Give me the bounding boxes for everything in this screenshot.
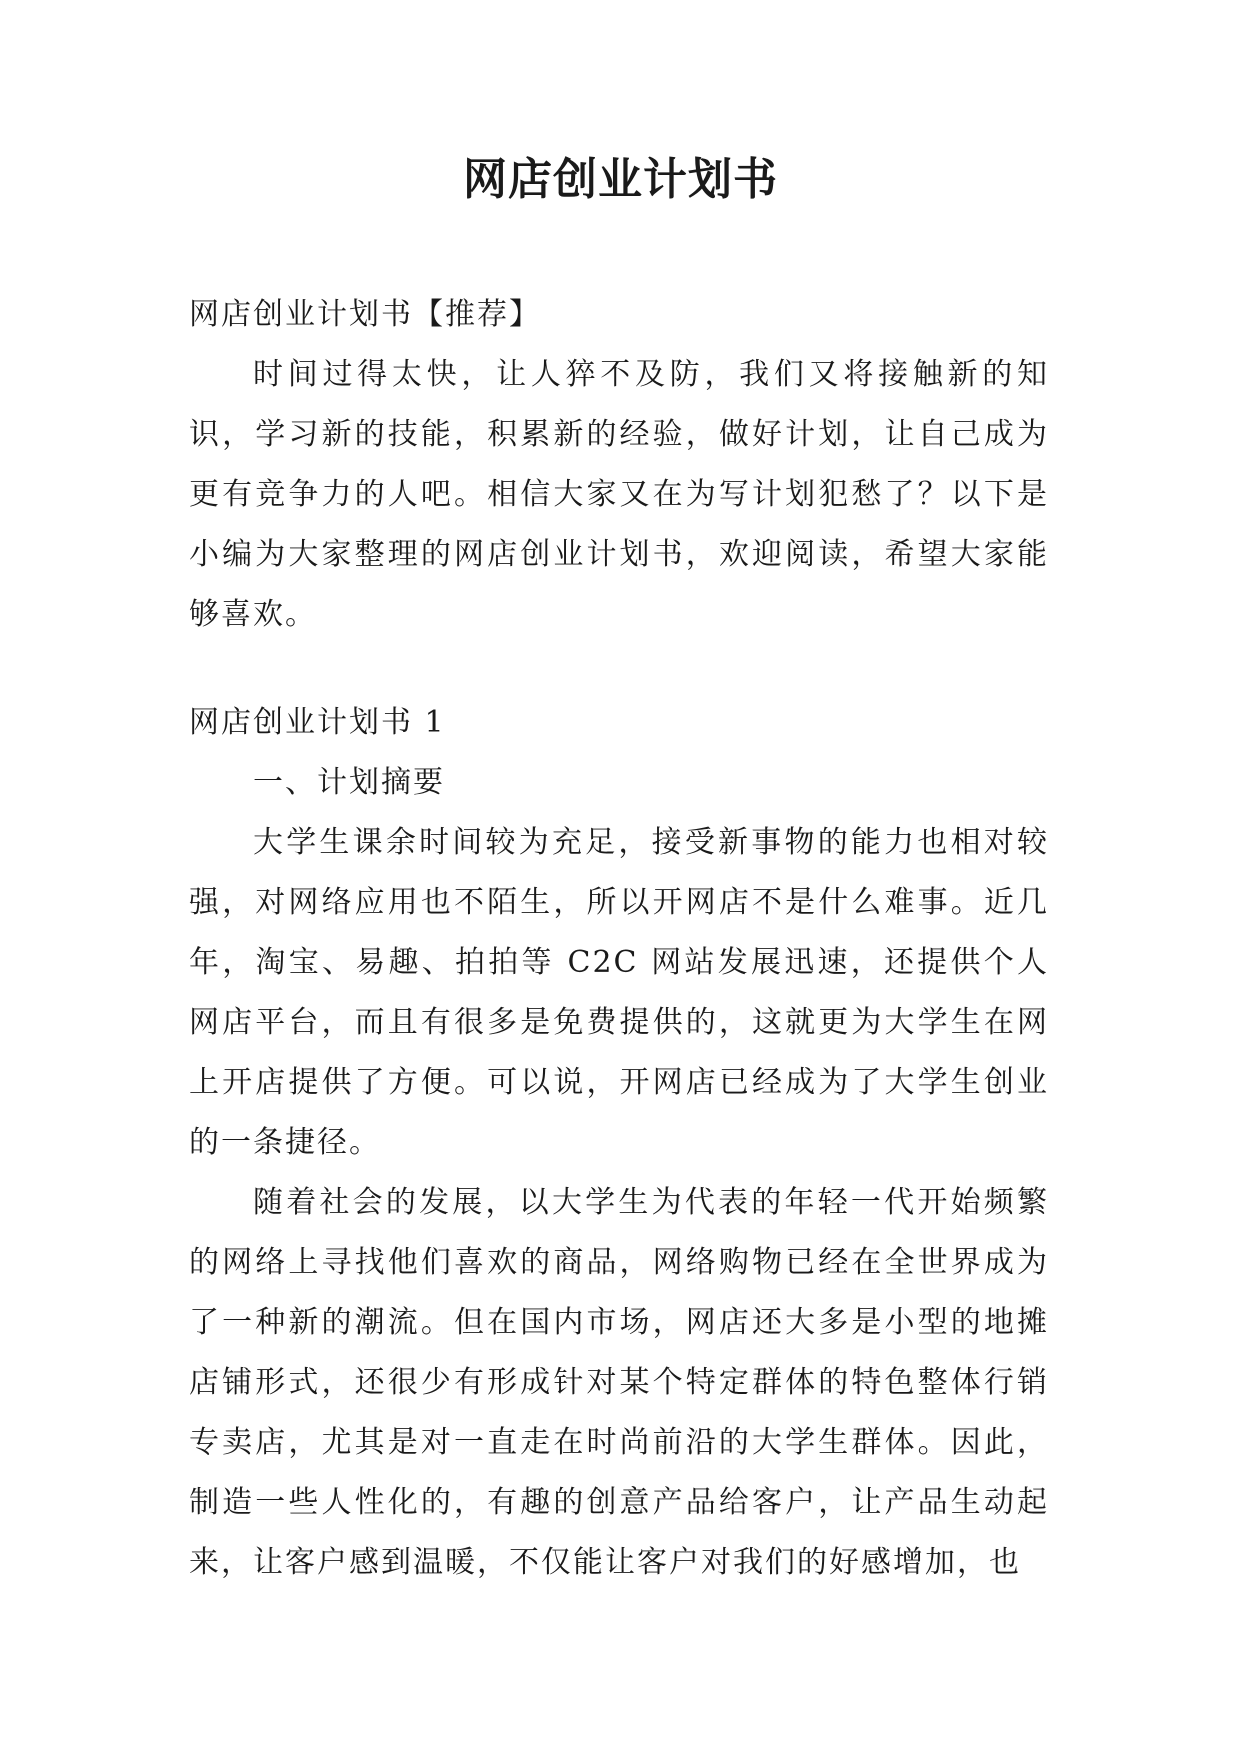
section1-subheading: 一、计划摘要 <box>253 765 445 800</box>
section1-paragraph-2: 随着社会的发展，以大学生为代表的年轻一代开始频繁的网络上寻找他们喜欢的商品，网络购物已经在全世界成为了一种新的潮流。但在国内市场，网店还大多是小型的地摊店铺形式，还很少有形成针对某个特定群体的特色整体行销专卖店，尤其是对一直走在时尚前沿的大学生群体。因此，制造一些人性化的，有趣的创意产品给客户，让产品生动起来，让客户感到温暖，不仅能让客户对我们的好感增加，也 <box>189 1185 1049 1580</box>
section-gap <box>189 645 1049 693</box>
section1-paragraph-1: 大学生课余时间较为充足，接受新事物的能力也相对较强，对网络应用也不陌生，所以开网店不是什么难事。近几年，淘宝、易趣、拍拍等 C2C 网站发展迅速，还提供个人网店平台，而且有很多是免费提供的，这就更为大学生在网上开店提供了方便。可以说，开网店已经成为了大学生创业的一条捷径。 <box>189 825 1049 1160</box>
intro-paragraph: 时间过得太快，让人猝不及防，我们又将接触新的知识，学习新的技能，积累新的经验，做好计划，让自己成为更有竞争力的人吧。相信大家又在为写计划犯愁了？以下是小编为大家整理的网店创业计划书，欢迎阅读，希望大家能够喜欢。 <box>189 357 1049 632</box>
intro-heading: 网店创业计划书【推荐】 <box>189 297 541 332</box>
document-body <box>189 285 1049 1593</box>
section1-heading: 网店创业计划书 1 <box>189 705 446 740</box>
document-title: 网店创业计划书 <box>463 154 778 205</box>
